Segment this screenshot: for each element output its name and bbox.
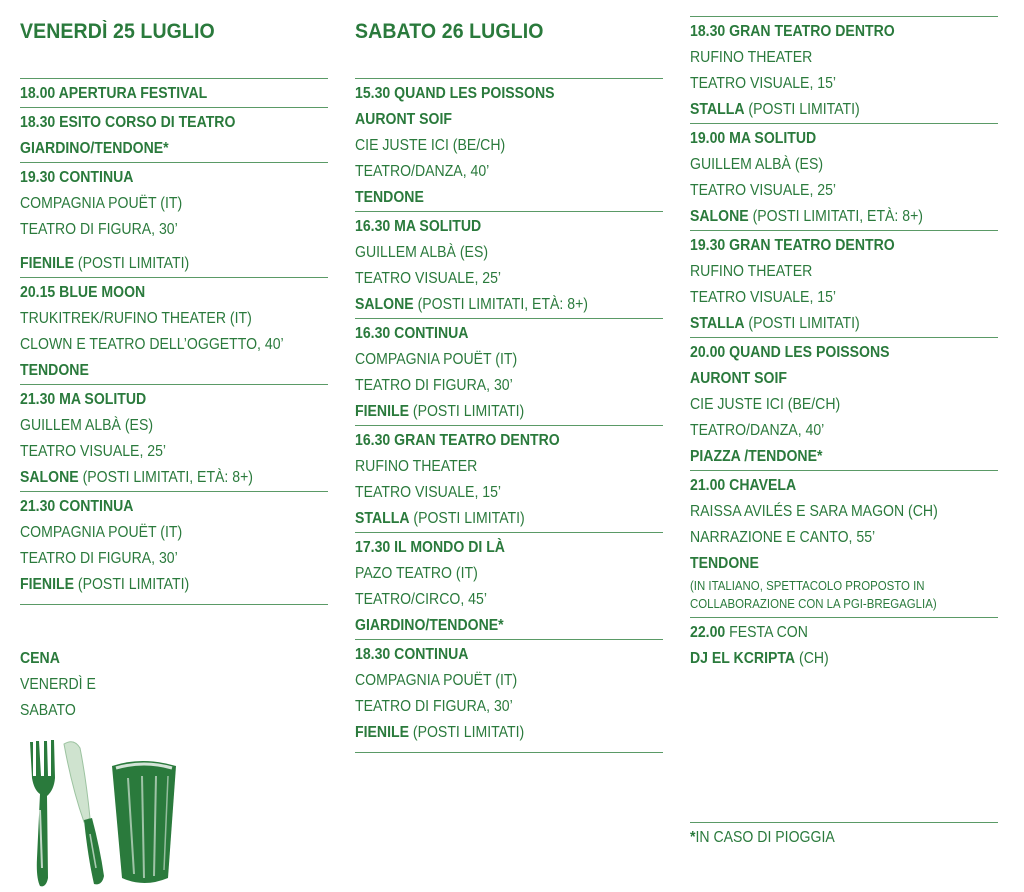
event-company: CIE JUSTE ICI (BE/CH)	[355, 137, 506, 154]
event-performer	[690, 646, 961, 672]
event-time: 22.00	[690, 624, 726, 641]
event-item	[355, 211, 663, 318]
event-heading: 15.30 QUAND LES POISSONS	[355, 85, 555, 102]
event-location: TENDONE	[355, 189, 424, 206]
day-title-friday: VENERDÌ 25 LUGLIO	[20, 20, 215, 43]
footnote-text-line	[690, 825, 961, 851]
event-venue	[20, 465, 291, 491]
event-location: GIARDINO/TENDONE*	[355, 617, 504, 634]
event-location: FIENILE	[355, 724, 409, 741]
event-genre: CLOWN E TEATRO DELL’OGGETTO, 40’	[20, 336, 284, 353]
event-item	[355, 532, 663, 639]
event-list-saturday	[355, 78, 663, 753]
event-location: TENDONE	[690, 555, 759, 572]
event-company: RUFINO THEATER	[355, 458, 478, 475]
event-list-saturday-cont	[690, 16, 998, 672]
event-company: GUILLEM ALBÀ (ES)	[355, 244, 489, 261]
event-heading: 16.30 MA SOLITUD	[355, 218, 482, 235]
dinner-title: CENA	[20, 650, 60, 667]
event-heading: 18.00 APERTURA FESTIVAL	[20, 85, 208, 102]
event-location: SALONE	[355, 296, 414, 313]
dj-country: (CH)	[795, 650, 829, 667]
event-note: (POSTI LIMITATI)	[73, 255, 190, 272]
dinner-days-1: VENERDÌ E	[20, 676, 96, 693]
event-heading: 20.00 QUAND LES POISSONS	[690, 344, 890, 361]
day-title-saturday: SABATO 26 LUGLIO	[355, 20, 544, 43]
event-heading: 21.30 MA SOLITUD	[20, 391, 147, 408]
event-list-friday	[20, 78, 328, 605]
event-genre: TEATRO DI FIGURA, 30’	[20, 221, 178, 238]
event-note: (POSTI LIMITATI)	[744, 315, 860, 332]
event-genre: TEATRO DI FIGURA, 30’	[355, 377, 513, 394]
event-heading: 18.30 GRAN TEATRO DENTRO	[690, 23, 895, 40]
event-genre: TEATRO DI FIGURA, 30’	[355, 698, 513, 715]
event-location: TENDONE	[20, 362, 89, 379]
divider	[355, 752, 663, 753]
event-item	[355, 318, 663, 425]
event-genre: TEATRO/DANZA, 40’	[690, 422, 825, 439]
event-note: (IN ITALIANO, SPETTACOLO PROPOSTO IN	[690, 578, 925, 593]
event-genre: TEATRO VISUALE, 25’	[20, 443, 167, 460]
event-company: GUILLEM ALBÀ (ES)	[20, 417, 154, 434]
event-venue	[355, 720, 626, 746]
event-heading: 16.30 GRAN TEATRO DENTRO	[355, 432, 560, 449]
event-genre: NARRAZIONE E CANTO, 55’	[690, 529, 876, 546]
event-item	[690, 337, 998, 470]
event-heading: 16.30 CONTINUA	[355, 325, 469, 342]
event-item	[690, 230, 998, 337]
event-note: COLLABORAZIONE CON LA PGI-BREGAGLIA)	[690, 596, 937, 611]
event-note: (POSTI LIMITATI)	[73, 576, 190, 593]
fork-icon	[30, 740, 55, 886]
event-heading: 18.30 CONTINUA	[355, 646, 469, 663]
event-item	[20, 78, 328, 107]
event-item	[690, 617, 998, 672]
event-heading: 19.00 MA SOLITUD	[690, 130, 817, 147]
event-genre: TEATRO VISUALE, 25’	[355, 270, 502, 287]
event-genre: TEATRO/CIRCO, 45’	[355, 591, 487, 608]
event-heading: 21.00 CHAVELA	[690, 477, 797, 494]
event-item	[20, 107, 328, 162]
event-company: RUFINO THEATER	[690, 49, 813, 66]
event-item	[20, 384, 328, 491]
event-company: RAISSA AVILÉS E SARA MAGON (CH)	[690, 503, 938, 520]
event-company: TRUKITREK/RUFINO THEATER (IT)	[20, 310, 252, 327]
footnote-star: *	[690, 829, 696, 846]
event-heading: 20.15 BLUE MOON	[20, 284, 146, 301]
event-genre: TEATRO VISUALE, 25’	[690, 182, 837, 199]
event-heading: 19.30 GRAN TEATRO DENTRO	[690, 237, 895, 254]
event-venue	[690, 204, 961, 230]
event-venue	[690, 311, 961, 337]
event-location: STALLA	[690, 101, 745, 118]
footnote-text: IN CASO DI PIOGGIA	[695, 829, 835, 846]
event-item	[355, 639, 663, 746]
event-item	[690, 16, 998, 123]
event-location: FIENILE	[20, 576, 74, 593]
event-location: SALONE	[690, 208, 749, 225]
event-genre: TEATRO VISUALE, 15’	[690, 289, 837, 306]
event-venue	[355, 399, 626, 425]
event-venue	[20, 251, 291, 277]
event-heading: 21.30 CONTINUA	[20, 498, 134, 515]
dinner-info	[20, 646, 106, 724]
event-genre: TEATRO VISUALE, 15’	[690, 75, 837, 92]
event-heading-cont: AURONT SOIF	[355, 111, 452, 128]
event-location: SALONE	[20, 469, 79, 486]
event-location: STALLA	[690, 315, 745, 332]
dj-name: DJ EL KCRIPTA	[690, 650, 796, 667]
event-item	[355, 425, 663, 532]
event-location: FIENILE	[20, 255, 74, 272]
event-company: GUILLEM ALBÀ (ES)	[690, 156, 824, 173]
glass-icon	[112, 761, 176, 883]
event-location: STALLA	[355, 510, 410, 527]
event-heading-cont: AURONT SOIF	[690, 370, 787, 387]
event-venue	[355, 292, 626, 318]
event-location: PIAZZA /TENDONE*	[690, 448, 823, 465]
event-company: RUFINO THEATER	[690, 263, 813, 280]
event-heading: 19.30 CONTINUA	[20, 169, 134, 186]
event-heading: 17.30 IL MONDO DI LÀ	[355, 539, 505, 556]
event-company: COMPAGNIA POUËT (IT)	[355, 351, 518, 368]
event-note: (POSTI LIMITATI)	[409, 510, 525, 527]
event-item	[355, 78, 663, 211]
event-note: (POSTI LIMITATI)	[408, 403, 525, 420]
event-item	[20, 277, 328, 384]
event-item	[20, 162, 328, 277]
event-company: COMPAGNIA POUËT (IT)	[355, 672, 518, 689]
event-note: (POSTI LIMITATI)	[744, 101, 860, 118]
event-heading: 18.30 ESITO CORSO DI TEATRO	[20, 114, 236, 131]
event-note: (POSTI LIMITATI, ETÀ: 8+)	[413, 296, 589, 313]
event-item	[690, 470, 998, 613]
event-location: FIENILE	[355, 403, 409, 420]
event-title: FESTA CON	[725, 624, 808, 641]
event-venue	[355, 506, 626, 532]
event-item	[690, 123, 998, 230]
event-company: COMPAGNIA POUËT (IT)	[20, 524, 183, 541]
divider	[20, 604, 328, 605]
event-company: COMPAGNIA POUËT (IT)	[20, 195, 183, 212]
event-heading	[690, 620, 961, 646]
knife-icon	[64, 742, 104, 885]
event-company: PAZO TEATRO (IT)	[355, 565, 478, 582]
event-genre: TEATRO DI FIGURA, 30’	[20, 550, 178, 567]
event-note: (POSTI LIMITATI, ETÀ: 8+)	[78, 469, 254, 486]
event-item	[20, 491, 328, 598]
footnote-rain	[690, 822, 998, 851]
event-venue	[690, 97, 961, 123]
event-genre: TEATRO/DANZA, 40’	[355, 163, 490, 180]
event-note: (POSTI LIMITATI, ETÀ: 8+)	[748, 208, 924, 225]
event-genre: TEATRO VISUALE, 15’	[355, 484, 502, 501]
cutlery-illustration	[24, 738, 184, 888]
event-venue	[20, 572, 291, 598]
event-company: CIE JUSTE ICI (BE/CH)	[690, 396, 841, 413]
event-location: GIARDINO/TENDONE*	[20, 140, 169, 157]
event-note: (POSTI LIMITATI)	[408, 724, 525, 741]
dinner-days-2: SABATO	[20, 702, 76, 719]
